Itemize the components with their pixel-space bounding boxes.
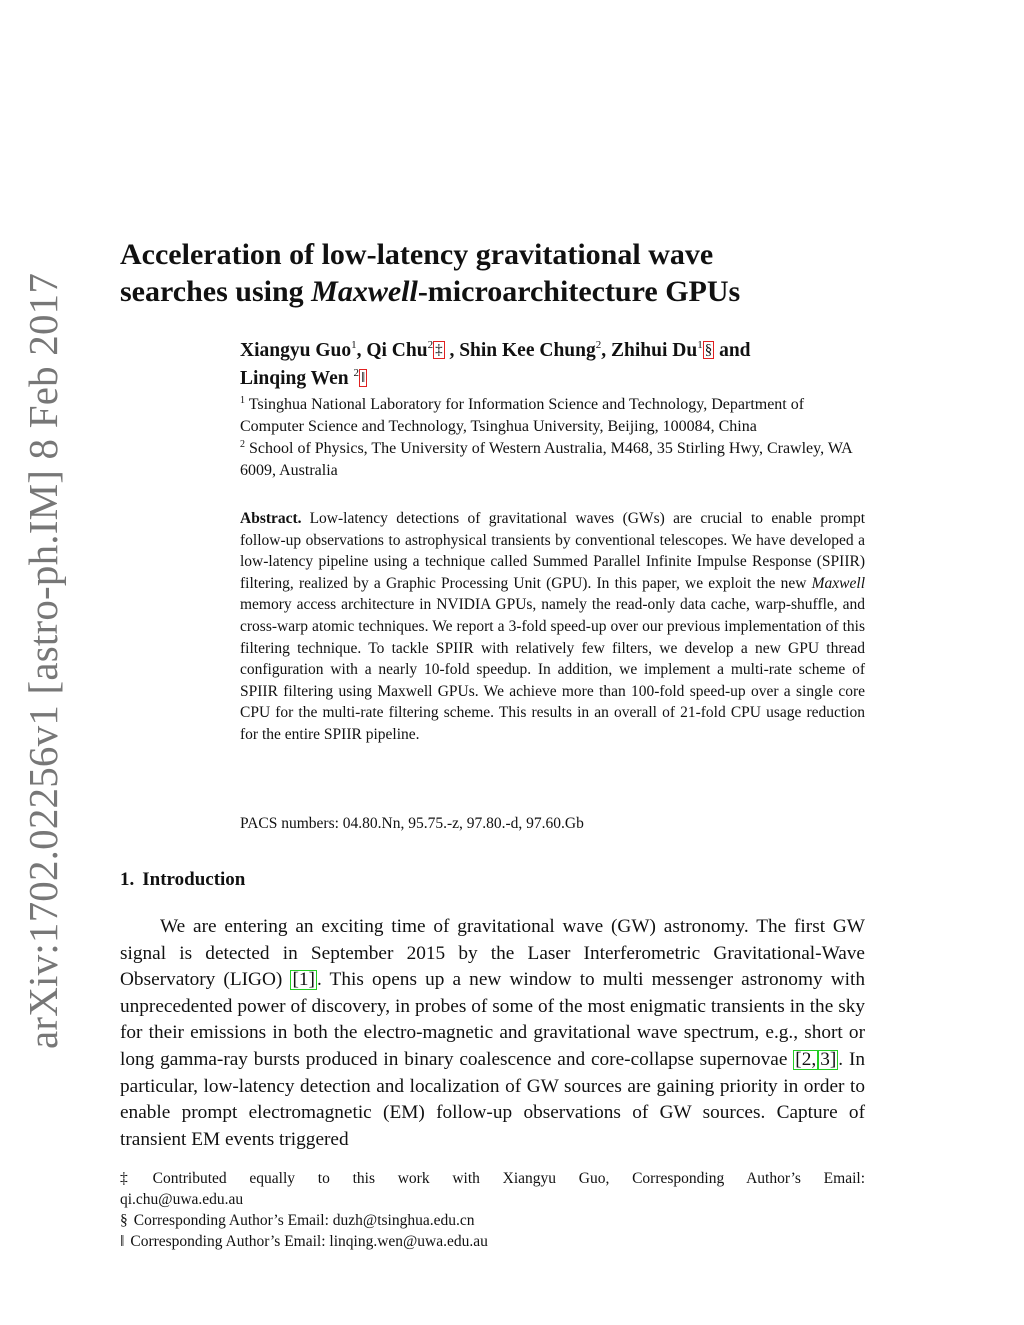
body-text-segment: We are entering an exciting time of gravitational wave (GW) astronomy. The first GW signal is detected in September 2015 by the Laser Interferometric Gravitational-Wave Observatory (LIGO) — [120, 916, 865, 991]
footnote-link[interactable]: ‖ — [360, 370, 366, 386]
affiliation-text: Tsinghua National Laboratory for Information Science and Technology, Department of Computer Science and Technology, Tsinghua University, Beijing, 100084, China — [240, 396, 805, 435]
footnote-1-email[interactable]: qi.chu@uwa.edu.au — [120, 1191, 244, 1208]
footnote-mark: ‡ — [120, 1170, 147, 1187]
citation-link[interactable]: [1] — [292, 969, 315, 991]
abstract-label: Abstract. — [240, 510, 302, 527]
affiliations — [240, 394, 870, 482]
footnote-text: Corresponding Author’s Email: linqing.wen@uwa.edu.au — [130, 1233, 488, 1250]
footnote-text: Contributed equally to this work with Xiangyu Guo, Corresponding Author’s Email: — [152, 1170, 866, 1187]
abstract-text-2: memory access architecture in NVIDIA GPUs, namely the read-only data cache, warp-shuffle, and cross-warp atomic techniques. We report a 3-fold speed-up over our previous implementation of this filtering technique. To tackle SPIIR with relatively few filters, we develop a new GPU thread configuration with a nearly 10-fold speedup. In addition, we implement a multi-rate scheme of SPIIR filtering using Maxwell GPUs. We achieve more than 100-fold speed-up over a single core CPU for the multi-rate filtering scheme. This results in an overall of 21-fold CPU usage reduction for the entire SPIIR pipeline. — [240, 596, 865, 743]
footnote-link[interactable]: ‡ — [435, 342, 443, 358]
affiliation-2 — [240, 438, 870, 482]
affiliation-number: 1 — [240, 395, 245, 406]
footnote-mark: ‖ — [120, 1233, 125, 1250]
section-title: Introduction — [142, 869, 246, 890]
author-list: Xiangyu Guo$^1$, Qi Chu$^2$ ‡ , Shin Kee Chung$^2$, Zhihui Du$^1$ § and Linqing Wen $^2$ ‖ — [240, 339, 751, 389]
author-name: Shin Kee Chung — [459, 340, 596, 361]
footnote-3 — [120, 1231, 865, 1252]
citation-link[interactable]: 3] — [820, 1048, 837, 1070]
and-word: and — [719, 340, 751, 361]
footnote-link[interactable]: § — [704, 342, 713, 358]
body-text-segment: . This opens up a new window to multi messenger astronomy with unprecedented power of discovery, in probes of some of the most enigmatic transients in the sky for their emissions in both the electro-magnetic and gravitational wave spectrum, e.g., short or long gamma-ray bursts produced in binary coalescence and core-collapse supernovae — [120, 969, 865, 1070]
footnote-mark: § — [120, 1212, 128, 1229]
title-line-2-suffix: -microarchitecture GPUs — [417, 275, 741, 308]
footnote-text: Corresponding Author’s Email: duzh@tsinghua.edu.cn — [133, 1212, 475, 1229]
affiliation-number: 2 — [240, 439, 245, 450]
author-name: Xiangyu Guo — [240, 340, 352, 361]
abstract — [240, 508, 865, 746]
citation-link[interactable]: [2, — [795, 1048, 817, 1070]
section-heading — [120, 869, 245, 891]
author-affiliation-mark: 1 — [697, 339, 703, 351]
affiliation-1 — [240, 394, 870, 438]
title-line-1: Acceleration of low-latency gravitational wave — [120, 238, 714, 271]
footnotes — [120, 1168, 865, 1252]
author-affiliation-mark: 2 — [595, 339, 602, 351]
title-line-2-italic: Maxwell — [311, 275, 418, 308]
author-affiliation-mark: 1 — [351, 339, 357, 351]
arxiv-sidebar-stamp — [18, 272, 68, 1050]
author-name: Zhihui Du — [611, 340, 698, 361]
intro-paragraph — [120, 914, 865, 1153]
author-name: Qi Chu — [366, 340, 428, 361]
abstract-italic: Maxwell — [811, 574, 865, 592]
arxiv-id[interactable]: arXiv:1702.02256v1 [astro-ph.IM] 8 Feb 2017 — [20, 272, 67, 1050]
affiliation-text: School of Physics, The University of Western Australia, M468, 35 Stirling Hwy, Crawley, WA 6009, Australia — [240, 440, 852, 479]
footnote-2 — [120, 1210, 865, 1231]
abstract-text-1: Low-latency detections of gravitational waves (GWs) are crucial to enable prompt follow-up observations to astrophysical transients by conventional telescopes. We have developed a low-latency pipeline using a technique called Summed Parallel Infinite Impulse Response (SPIIR) filtering, realized by a Graphic Processing Unit (GPU). In this paper, we exploit the new — [240, 510, 865, 592]
author-affiliation-mark: 2 — [427, 339, 434, 351]
title-line-2-prefix: searches using — [120, 275, 312, 308]
pacs-numbers: PACS numbers: 04.80.Nn, 95.75.-z, 97.80.-d, 97.60.Gb — [240, 815, 584, 832]
footnote-1 — [120, 1168, 865, 1189]
paper-title — [120, 236, 840, 310]
author-affiliation-mark: 2 — [353, 367, 359, 379]
author-name: Linqing Wen — [240, 368, 349, 389]
section-number: 1. — [120, 869, 135, 890]
body-text-segment: . In particular, low-latency detection and localization of GW sources are gaining priority in order to enable prompt electromagnetic (EM) follow-up observations of GW sources. Capture of transient EM events triggered — [120, 1048, 866, 1150]
